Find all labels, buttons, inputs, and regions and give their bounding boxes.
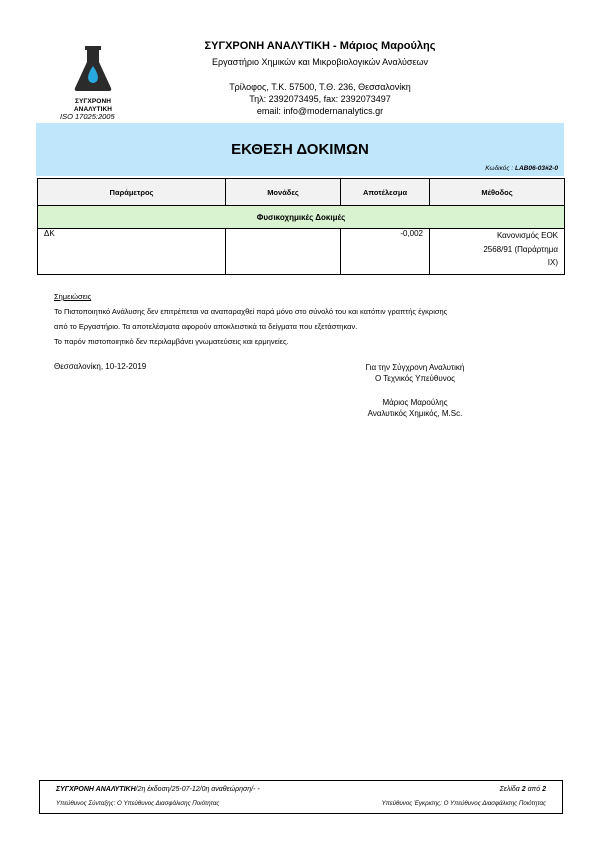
flask-icon [73,46,113,92]
signature-for: Για την Σύγχρονη Αναλυτική [365,363,465,372]
cell-parameter: ΔΚ [38,229,226,275]
signature-block-name [330,397,500,419]
table-section-row [38,206,565,229]
method-line: 2568/91 (Παράρτημα [483,244,558,254]
page-total: 2 [542,786,546,793]
company-phone: Τηλ: 2392073495, fax: 2392073497 [249,94,391,104]
header-result: Αποτέλεσμα [341,179,430,206]
notes-line: Το Πιστοποιητικό Ανάλυσης δεν επιτρέπεται να αναπαραχθεί παρά μόνο στο σύνολό του και κατόπιν γραπτής έγκρισης [54,307,448,316]
cell-result: -0,002 [341,229,430,275]
page-current: 2 [521,786,526,793]
logo-text-line1: ΣΥΓΧΡΟΝΗ [74,98,112,105]
method-line: IX) [547,258,558,267]
company-email: email: info@modernanalytics.gr [256,106,384,116]
company-logo [62,46,124,113]
footer-compiled-by: Υπεύθυνος Σύνταξης: Ο Υπεύθυνος Διασφάλισης Ποιότητας [56,800,220,807]
cell-method [430,229,565,275]
footer-approved-by: Υπεύθυνος Έγκρισης: Ο Υπεύθυνος Διασφάλισης Ποιότητας [381,800,546,807]
place-date: Θεσσαλονίκη, 10-12-2019 [54,362,147,371]
footer-edition-text: /2η έκδοση/25-07-12/0η αναθεώρηση/- - [135,786,260,793]
header-method: Μέθοδος [430,179,565,206]
footer-company: ΣΥΓΧΡΟΝΗ ΑΝΑΛΥΤΙΚΗ [56,786,136,793]
report-title-banner [36,123,564,176]
notes-section [54,289,524,349]
document-code-label: Κωδικός : [485,165,514,172]
logo-text-line2: ΑΝΑΛΥΤΙΚΗ [73,106,113,113]
signature-role: Ο Τεχνικός Υπεύθυνος [374,374,456,383]
results-table [37,178,565,275]
section-title: Φυσικοχημικές Δοκιμές [38,206,565,229]
company-address: Τρίλοφος, Τ.Κ. 57500, Τ.Θ. 236, Θεσσαλονίκη [229,82,411,92]
company-subtitle: Εργαστήριο Χημικών και Μικροβιολογικών Αναλύσεων [211,57,429,67]
report-title: ΕΚΘΕΣΗ ΔΟΚΙΜΩΝ [231,141,369,158]
notes-line: Το παρόν πιστοποιητικό δεν περιλαμβάνει γνωματεύσεις και ερμηνείες. [54,337,289,346]
table-row [38,229,565,275]
cell-unit [226,229,341,275]
method-line: Κανονισμός ΕΟΚ [496,231,558,240]
notes-line: από το Εργαστήριο. Τα αποτελέσματα αφορούν αποκλειστικά τα δείγματα που εξετάστηκαν. [54,322,358,331]
document-code [485,165,558,172]
notes-heading: Σημειώσεις [54,292,92,301]
footer-page-number [500,786,546,793]
page-of: από [527,786,541,793]
header-units: Μονάδες [226,179,341,206]
header-parameter: Παράμετρος [38,179,226,206]
page-footer [39,780,563,814]
signature-name: Μάριος Μαρούλης [382,398,448,407]
footer-edition [56,786,260,793]
iso-label: ISO 17025:2005 [60,112,115,121]
table-header-row [38,179,565,206]
signature-title: Αναλυτικός Χημικός, M.Sc. [367,409,463,418]
company-name: ΣΥΓΧΡΟΝΗ ΑΝΑΛΥΤΙΚΗ - Μάριος Μαρούλης [204,40,436,52]
document-code-value: LAB06-03#2-0 [515,165,558,172]
signature-block-role [330,362,500,384]
page-label: Σελίδα [499,786,520,793]
